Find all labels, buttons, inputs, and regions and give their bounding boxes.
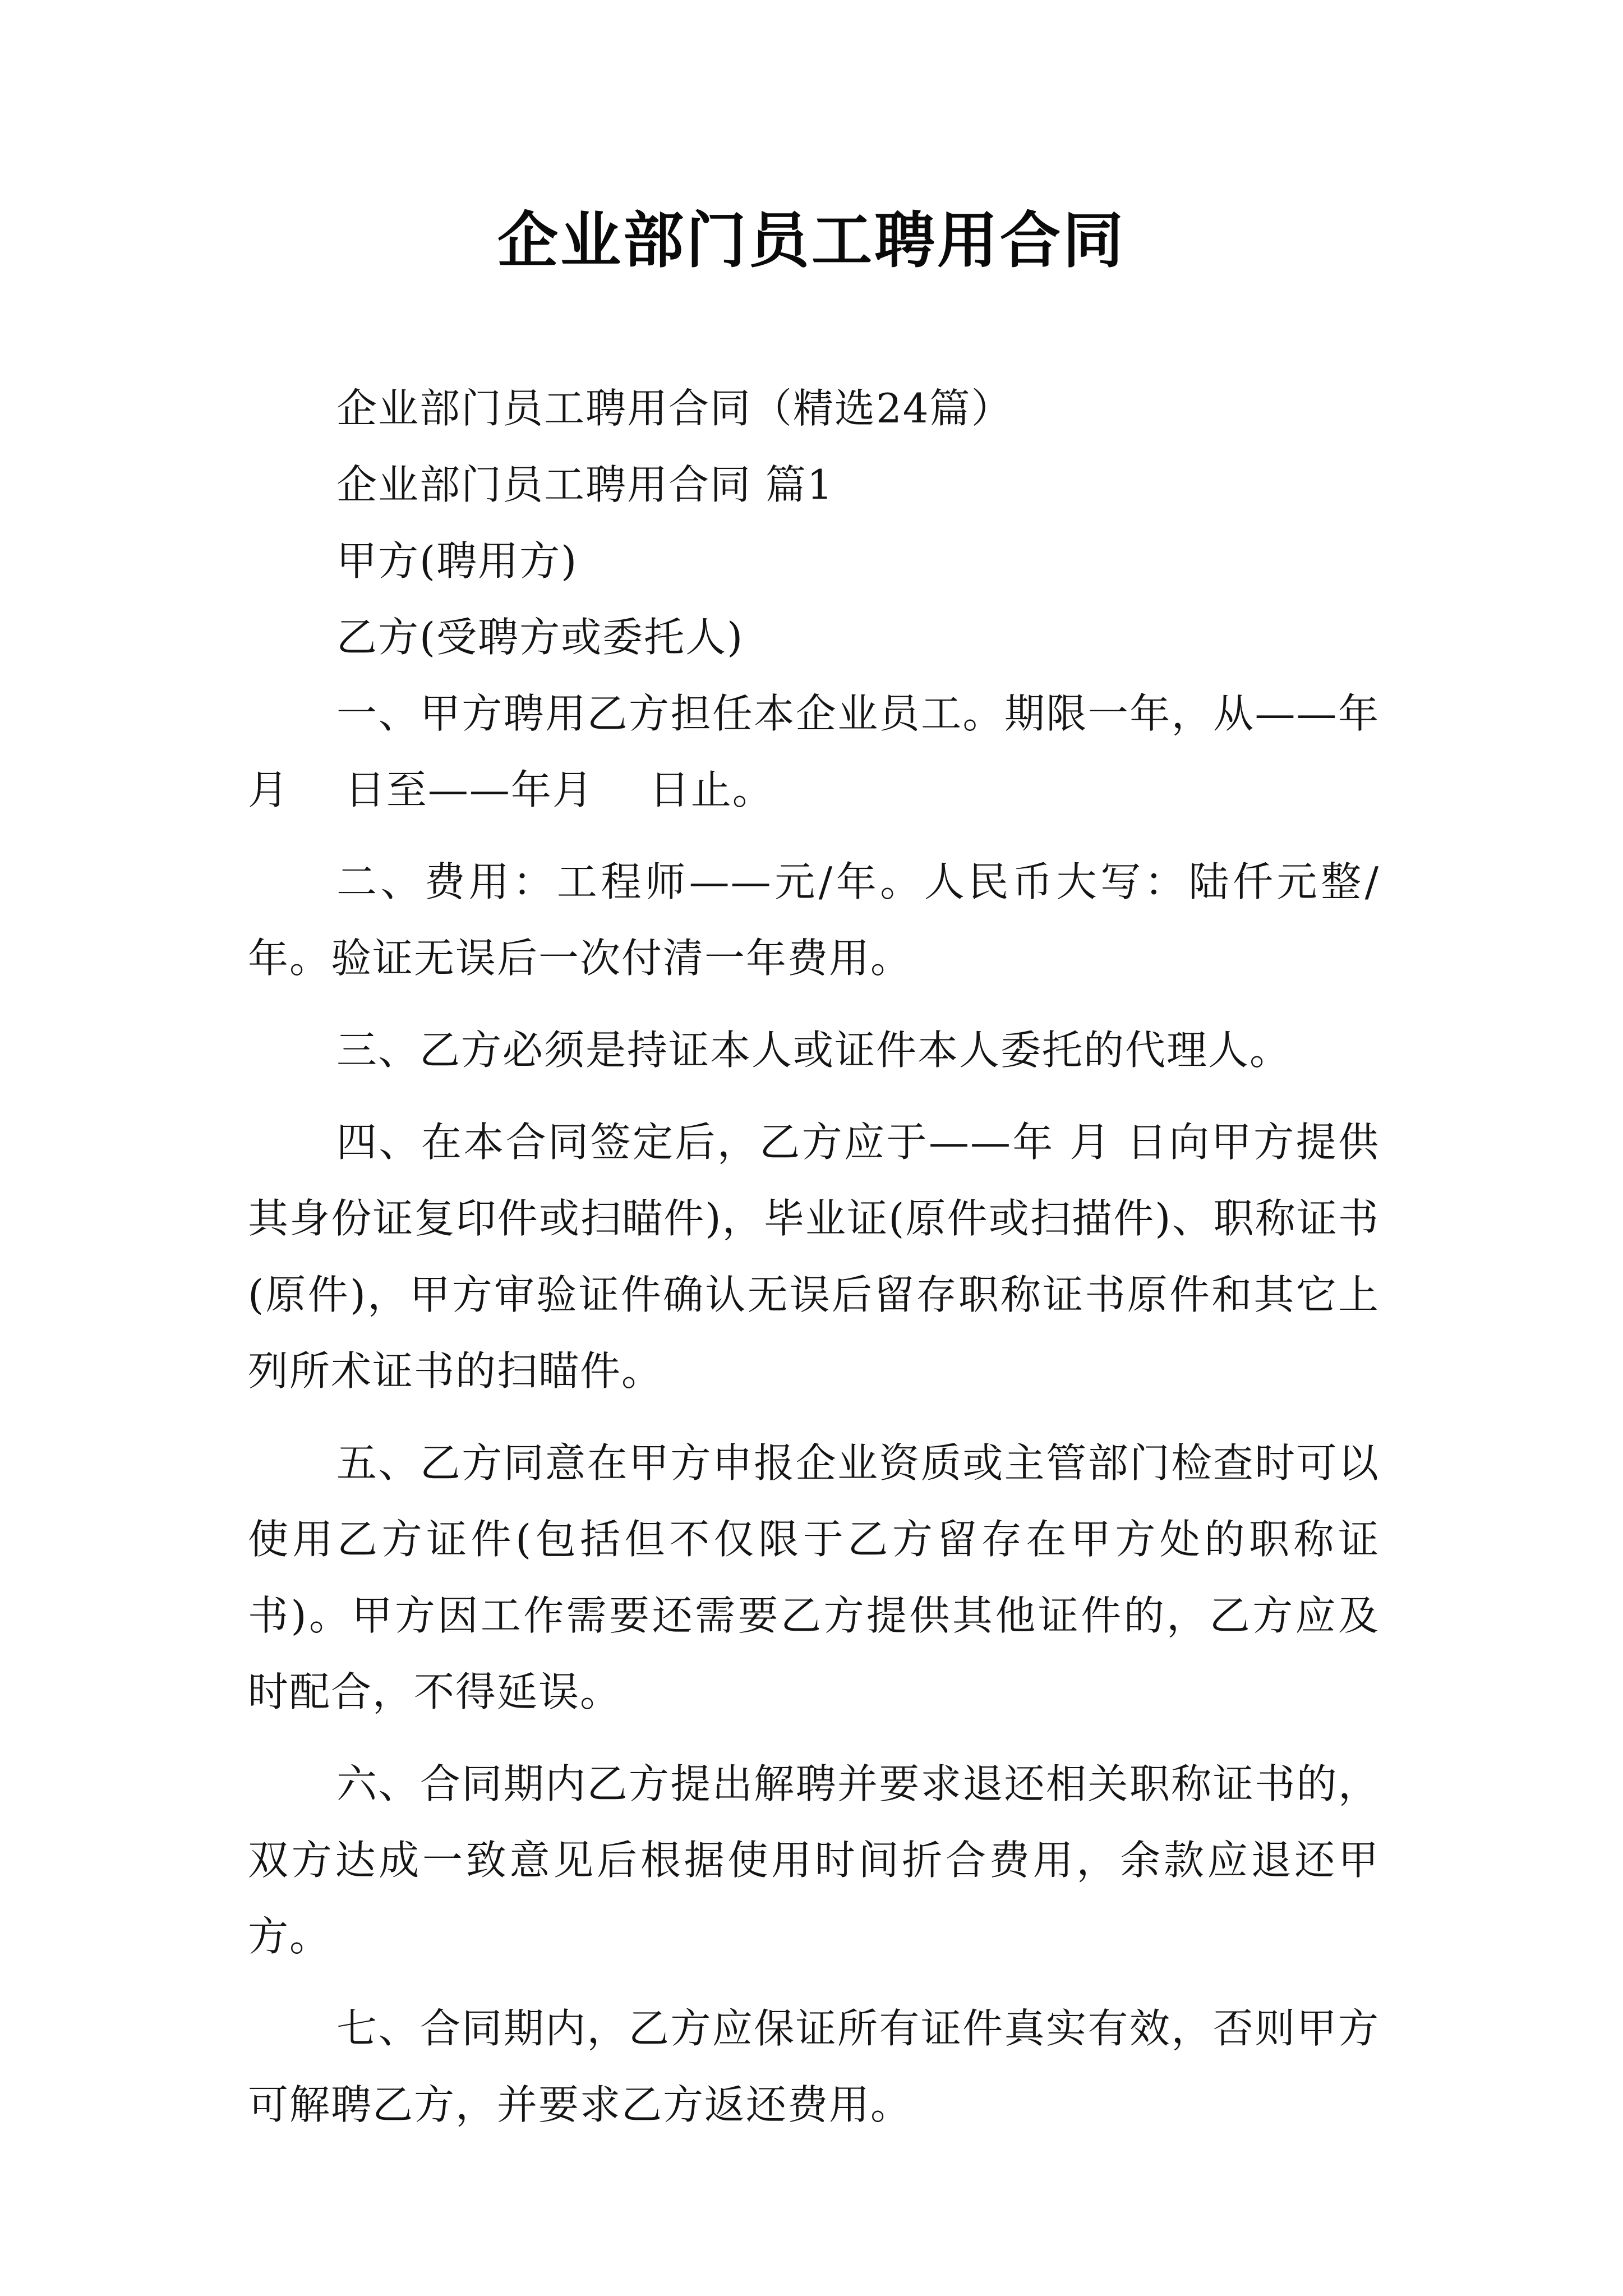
document-body [248,370,1380,2143]
paragraph-party-b: 乙方(受聘方或委托人) [336,614,744,661]
clause-5: 五、乙方同意在甲方申报企业资质或主管部门检查时可以使用乙方证件(包括但不仅限于乙方留存在甲方处的职称证书)。甲方因工作需要还需要乙方提供其他证件的，乙方应及时配合，不得延误。 [248,1439,1380,1715]
clause-1: 一、甲方聘用乙方担任本企业员工。期限一年，从——年月 日至——年月 日止。 [248,690,1380,813]
paragraph-party-a: 甲方(聘用方) [336,537,578,585]
clause-7: 七、合同期内，乙方应保证所有证件真实有效，否则甲方可解聘乙方，并要求乙方返还费用。 [248,2005,1380,2128]
paragraph-subtitle: 企业部门员工聘用合同（精选24篇） [336,385,1013,432]
clause-6: 六、合同期内乙方提出解聘并要求退还相关职称证书的，双方达成一致意见后根据使用时间折合费用，余款应退还甲方。 [248,1760,1380,1960]
paragraph-section-heading: 企业部门员工聘用合同 篇1 [336,461,834,508]
clause-4: 四、在本合同签定后，乙方应于——年 月 日向甲方提供其身份证复印件或扫瞄件)，毕业证(原件或扫描件)、职称证书(原件)，甲方审验证件确认无误后留存职称证书原件和其它上列所术证书的扫瞄件。 [248,1119,1380,1395]
clause-2: 二、费用：工程师——元/年。人民币大写：陆仟元整/年。验证无误后一次付清一年费用。 [248,858,1380,982]
document-title: 企业部门员工聘用合同 [497,206,1126,276]
clause-3: 三、乙方必须是持证本人或证件本人委托的代理人。 [336,1027,1292,1074]
